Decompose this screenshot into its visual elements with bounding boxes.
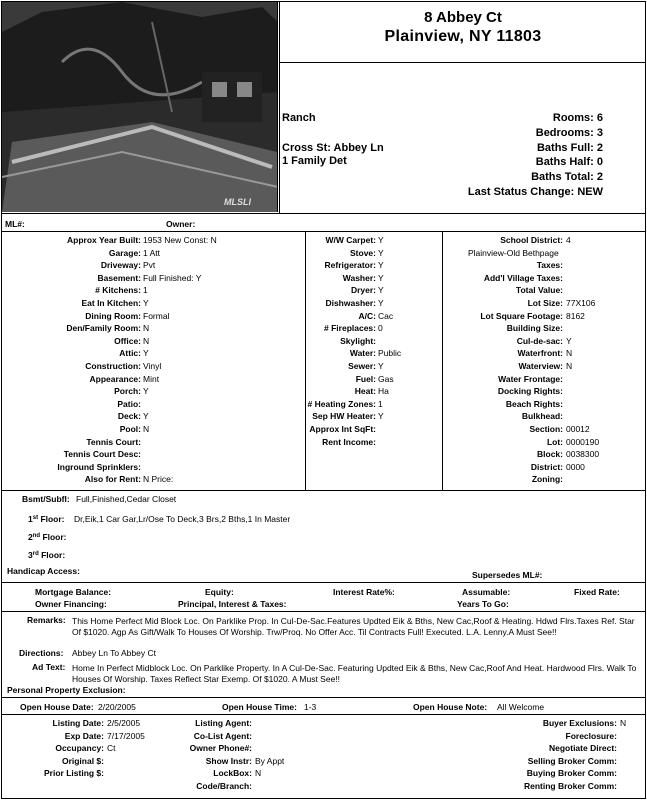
field-value: 7/17/2005 xyxy=(107,730,145,741)
field-label: Also for Rent: xyxy=(84,474,141,485)
field-value: 8162 xyxy=(566,310,585,321)
assumable: Assumable: xyxy=(462,587,511,597)
field-label: Sewer: xyxy=(348,361,376,371)
header-divider xyxy=(279,62,646,63)
field-label: Lot Size: xyxy=(527,298,563,308)
field-label: Water Frontage: xyxy=(498,373,563,384)
field-value: N xyxy=(143,323,150,334)
field-value: Y xyxy=(378,411,384,422)
divider xyxy=(1,213,646,214)
field-label: W/W Carpet: xyxy=(325,235,376,245)
field-value: Gas xyxy=(378,373,394,384)
field-value: 1 xyxy=(143,285,148,296)
field-value: 77X106 xyxy=(566,298,596,308)
photo-divider xyxy=(279,1,280,213)
field-label: Garage: xyxy=(108,247,141,258)
field-value: Cac xyxy=(378,310,394,321)
field-label: Porch: xyxy=(114,386,141,397)
field-label: Listing Date: xyxy=(52,718,104,728)
baths-full: Baths Full: 2 xyxy=(536,142,603,154)
directions-text: Abbey Ln To Abbey Ct xyxy=(72,648,156,658)
field-label: Rent Income: xyxy=(322,436,376,447)
field-value: 2/5/2005 xyxy=(107,718,141,728)
field-label: Appearance: xyxy=(89,373,141,384)
field-value: Y xyxy=(566,335,572,346)
field-label: Approx Year Built: xyxy=(67,235,141,245)
field-label: Stove: xyxy=(350,247,376,258)
field-value: Pvt xyxy=(143,260,156,271)
field-label: Waterview: xyxy=(518,361,563,371)
field-label: Driveway: xyxy=(100,260,141,271)
field-label: Skylight: xyxy=(340,335,376,346)
field-value: Y xyxy=(378,272,384,283)
floor2-label: 2nd Floor: xyxy=(28,532,67,542)
column-divider xyxy=(442,231,443,490)
personal-property-exclusion: Personal Property Exclusion: xyxy=(7,685,126,695)
last-status-change: Last Status Change: NEW xyxy=(467,186,603,198)
field-value: Ha xyxy=(378,386,389,397)
field-value: 1953 New Const: N xyxy=(143,235,217,245)
years-to-go: Years To Go: xyxy=(457,599,509,609)
field-label: Sep HW Heater: xyxy=(312,411,376,422)
owner-label: Owner: xyxy=(166,219,196,229)
mortgage-balance: Mortgage Balance: xyxy=(35,587,112,597)
divider xyxy=(1,697,646,698)
field-label: Refrigerator: xyxy=(324,260,376,271)
field-value: N xyxy=(566,348,573,359)
field-label: Prior Listing $: xyxy=(44,768,104,779)
baths-half: Baths Half: 0 xyxy=(535,156,603,168)
field-value: Y xyxy=(378,247,384,258)
field-value: Public xyxy=(378,348,402,359)
field-label: Negotiate Direct: xyxy=(548,743,617,754)
field-label: Block: xyxy=(537,449,563,460)
divider xyxy=(1,582,646,583)
field-label: Dishwasher: xyxy=(325,298,376,308)
field-label: # Heating Zones: xyxy=(307,398,376,409)
field-value: Y xyxy=(378,361,384,371)
open-house-note-label: Open House Note: xyxy=(413,702,488,712)
field-value: Y xyxy=(378,298,384,308)
field-label: Occupancy: xyxy=(55,743,104,754)
field-value: Full Finished: Y xyxy=(143,272,202,283)
ad-text-label: Ad Text: xyxy=(32,662,66,672)
field-value: 4 xyxy=(566,235,571,245)
field-value: N xyxy=(620,718,627,728)
field-label: Construction: xyxy=(85,361,141,371)
column-divider xyxy=(305,231,306,490)
field-label: Washer: xyxy=(342,272,376,283)
field-label: District: xyxy=(530,461,563,472)
field-value: Y xyxy=(143,411,149,422)
open-house-note: All Welcome xyxy=(497,702,545,712)
directions-label: Directions: xyxy=(19,648,64,658)
field-value: 0 xyxy=(378,323,383,334)
field-label: Docking Rights: xyxy=(497,386,563,397)
field-value: Ct xyxy=(107,743,116,754)
open-house-date: 2/20/2005 xyxy=(98,702,136,712)
field-label: Section: xyxy=(529,424,563,434)
field-value: By Appt xyxy=(255,755,285,766)
divider xyxy=(1,231,646,232)
interest-rate: Interest Rate%: xyxy=(333,587,395,597)
open-house-time: 1-3 xyxy=(304,702,317,712)
field-label: Add'l Village Taxes: xyxy=(483,272,563,283)
floor3-label: 3rd Floor: xyxy=(28,550,66,560)
field-value: Mint xyxy=(143,373,160,384)
divider xyxy=(1,611,646,612)
field-label: Deck: xyxy=(117,411,141,422)
field-value: Plainview-Old Bethpage xyxy=(468,247,559,258)
field-label: Attic: xyxy=(119,348,141,359)
field-label: Co-List Agent: xyxy=(193,730,252,741)
city-state-zip: Plainview, NY 11803 xyxy=(384,28,542,45)
field-label: Total Value: xyxy=(515,285,563,296)
field-value: N xyxy=(143,424,150,434)
baths-total: Baths Total: 2 xyxy=(531,171,603,183)
address: 8 Abbey Ct xyxy=(424,9,502,26)
field-label: Approx Int SqFt: xyxy=(309,424,376,434)
field-label: Show Instr: xyxy=(205,755,252,766)
field-value: 0000190 xyxy=(566,436,600,447)
field-label: Building Size: xyxy=(506,323,563,334)
field-label: Code/Branch: xyxy=(196,781,252,791)
field-label: Den/Family Room: xyxy=(66,323,141,334)
floor1-label: 1st Floor: xyxy=(28,514,65,524)
supersedes-ml: Supersedes ML#: xyxy=(472,570,543,580)
field-value: Y xyxy=(143,298,149,308)
field-label: Heat: xyxy=(354,386,376,397)
field-label: Inground Sprinklers: xyxy=(57,461,141,472)
field-label: Dryer: xyxy=(350,285,376,296)
field-label: Lot Square Footage: xyxy=(480,310,563,321)
field-label: Cul-de-sac: xyxy=(516,335,563,346)
field-label: Owner Phone#: xyxy=(189,743,252,754)
ml-label: ML#: xyxy=(5,219,25,229)
bsmt-value: Full,Finished,Cedar Closet xyxy=(76,494,177,504)
field-value: N xyxy=(143,335,150,346)
field-label: Original $: xyxy=(61,755,104,766)
field-label: Bulkhead: xyxy=(521,411,563,422)
divider xyxy=(1,714,646,715)
open-house-date-label: Open House Date: xyxy=(20,702,94,712)
field-value: N xyxy=(255,768,262,779)
field-label: Beach Rights: xyxy=(505,398,563,409)
field-label: Exp Date: xyxy=(64,730,104,741)
field-label: Basement: xyxy=(97,272,141,283)
field-value: Vinyl xyxy=(143,361,162,371)
field-value: Y xyxy=(143,348,149,359)
field-value: Y xyxy=(378,235,384,245)
field-label: Waterfront: xyxy=(517,348,563,359)
field-label: Water: xyxy=(349,348,376,359)
owner-financing: Owner Financing: xyxy=(35,599,107,609)
field-label: Foreclosure: xyxy=(565,730,617,741)
handicap-access: Handicap Access: xyxy=(7,566,80,576)
divider xyxy=(1,490,646,491)
house-photo-image xyxy=(2,2,278,212)
bedrooms: Bedrooms: 3 xyxy=(535,127,603,139)
field-label: Patio: xyxy=(117,398,141,409)
field-value: 1 xyxy=(378,398,383,409)
photo-watermark: MLSLI xyxy=(224,197,251,207)
rooms: Rooms: 6 xyxy=(552,112,603,124)
field-label: Buying Broker Comm: xyxy=(526,768,617,779)
remarks-label: Remarks: xyxy=(27,615,66,625)
field-label: Selling Broker Comm: xyxy=(527,755,617,766)
field-value: Y xyxy=(143,386,149,397)
bsmt-label: Bsmt/Subfl: xyxy=(22,494,70,504)
field-value: Formal xyxy=(143,310,170,321)
field-label: Fuel: xyxy=(355,373,376,384)
field-value: 00012 xyxy=(566,424,590,434)
remarks-text: This Home Perfect Mid Block Loc. On Parklike Prop. In Cul-De-Sac.Features Updted Eik & Bths, New Cac,Roof & Heating. Hdwd Flrs.Taxes Ref. Star Of $1020. Agp As Gift/Walk To Houses Of Worship. Trw/Proq. No Offer Acc. Til Contracts Full! Executed. L.A. Lenny.A Must See!! xyxy=(72,616,635,637)
field-label: # Fireplaces: xyxy=(324,323,376,334)
field-value: N Price: xyxy=(143,474,174,485)
field-value: 0038300 xyxy=(566,449,600,460)
field-label: Eat In Kitchen: xyxy=(81,298,141,308)
field-label: Dining Room: xyxy=(85,310,141,321)
fixed-rate: Fixed Rate: xyxy=(574,587,620,597)
property-type: 1 Family Det xyxy=(282,155,347,167)
field-label: Pool: xyxy=(119,424,141,434)
field-value: Y xyxy=(378,285,384,296)
field-label: Lot: xyxy=(546,436,563,447)
field-label: Office: xyxy=(114,335,141,346)
field-label: # Kitchens: xyxy=(95,285,141,296)
field-label: Tennis Court: xyxy=(86,436,141,447)
house-photo xyxy=(2,2,278,212)
ad-text: Home In Perfect Midblock Loc. On Parklike Property. In A Cul-De-Sac. Featuring Updted Eik & Bths, New Cac,Roof And Heat. Hardwood Flrs. Walk To Houses Of Worship. Taxes Reflect Star Exemp. Of $1020. A Must See!! xyxy=(72,663,637,684)
principal-interest-taxes: Principal, Interest & Taxes: xyxy=(178,599,287,609)
floor1-value: Dr,Eik,1 Car Gar,Lr/Ose To Deck,3 Brs,2 Bths,1 In Master xyxy=(74,514,291,524)
equity: Equity: xyxy=(205,587,234,597)
field-label: School District: xyxy=(500,235,563,245)
field-label: Taxes: xyxy=(536,260,563,271)
field-label: Zoning: xyxy=(531,474,563,485)
field-label: LockBox: xyxy=(213,768,252,779)
field-value: N xyxy=(566,361,573,371)
field-label: Buyer Exclusions: xyxy=(542,718,617,728)
field-label: Listing Agent: xyxy=(195,718,252,728)
field-label: Tennis Court Desc: xyxy=(63,449,141,460)
field-label: Renting Broker Comm: xyxy=(523,781,617,791)
cross-street: Cross St: Abbey Ln xyxy=(282,142,384,154)
field-label: A/C: xyxy=(358,310,376,321)
field-value: 0000 xyxy=(566,461,585,472)
field-value: 1 Att xyxy=(143,247,161,258)
open-house-time-label: Open House Time: xyxy=(222,702,297,712)
style: Ranch xyxy=(282,112,316,124)
field-value: Y xyxy=(378,260,384,271)
